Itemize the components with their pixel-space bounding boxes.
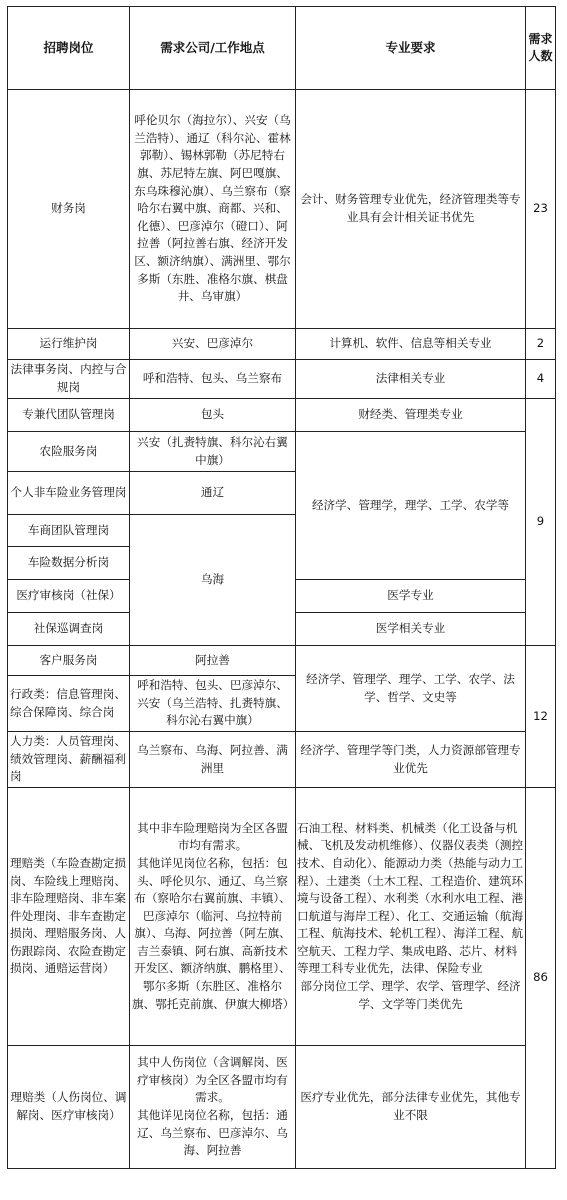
position-cell: 运行维护岗 xyxy=(8,329,130,360)
position-cell: 个人非车险业务管理岗 xyxy=(8,472,130,515)
position-cell: 理赔类（车险查勘定损岗、车险线上理赔岗、非车险理赔岗、非车案件处理岗、非车查勘定损岗、理赔服务岗、人伤跟踪岗、农险查勘定损岗、通赔运营岗） xyxy=(8,788,130,1046)
position-cell: 车险数据分析岗 xyxy=(8,547,130,580)
major-cell xyxy=(296,788,526,1046)
company-note: 其中人伤岗位（含调解岗、医疗审核岗）为全区各盟市均有需求。 xyxy=(137,1055,288,1105)
count-cell: 12 xyxy=(526,646,556,788)
table-row xyxy=(8,399,556,432)
position-cell: 理赔类（人伤岗位、调解岗、医疗审核岗） xyxy=(8,1046,130,1169)
company-cell: 呼和浩特、包头、巴彦淖尔、兴安（乌兰浩特、扎赉特旗、科尔沁右翼中旗） xyxy=(130,676,296,732)
company-cell: 兴安、巴彦淖尔 xyxy=(130,329,296,360)
company-detail: 其他详见岗位名称，包括：包头、呼伦贝尔、通辽、乌兰察布（察哈尔右翼前旗、丰镇）、巴彦淖尔（临河、乌拉特前旗）、乌海、阿拉善（阿左旗、吉兰泰镇、阿右旗、高新技术开发区、额济纳旗、鹏格里）、鄂尔多斯（东胜区、准格尔旗、鄂托克前旗、伊旗大柳塔） xyxy=(132,855,295,1011)
major-cell: 医学相关专业 xyxy=(296,613,526,646)
position-cell: 社保巡调查岗 xyxy=(8,613,130,646)
table-row xyxy=(8,732,556,788)
major-cell: 经济学、管理学等门类，人力资源部管理专业优先 xyxy=(296,732,526,788)
table-row xyxy=(8,788,556,1046)
major-cell: 经济学、管理学、理学、工学、农学、法学、哲学、文史等 xyxy=(296,646,526,732)
header-position: 招聘岗位 xyxy=(8,7,130,90)
major-cell: 会计、财务管理专业优先，经济管理类等专业具有会计相关证书优先 xyxy=(296,90,526,329)
table-row xyxy=(8,360,556,399)
position-cell: 行政类：信息管理岗、综合保障岗、综合岗 xyxy=(8,676,130,732)
table-row xyxy=(8,646,556,676)
company-cell: 包头 xyxy=(130,399,296,432)
major-note: 部分岗位工学、理学、农学、管理学、经济学、文学等门类优先 xyxy=(300,979,521,1011)
position-cell: 客户服务岗 xyxy=(8,646,130,676)
company-cell xyxy=(130,1046,296,1169)
company-cell: 呼和浩特、包头、乌兰察布 xyxy=(130,360,296,399)
table-row xyxy=(8,432,556,472)
major-cell: 计算机、软件、信息等相关专业 xyxy=(296,329,526,360)
position-cell: 医疗审核岗（社保） xyxy=(8,580,130,613)
position-cell: 专兼代团队管理岗 xyxy=(8,399,130,432)
table-row xyxy=(8,1046,556,1169)
major-detail: 石油工程、材料类、机械类（化工设备与机械、飞机及发动机维修）、仪器仪表类（测控技术、自动化）、能源动力类（热能与动力工程）、土建类（土木工程、工程造价、建筑环境与设备工程）、水利类（水利水电工程、港口航道与海岸工程）、化工、交通运输（航海工程、航海技术、轮机工程）、海洋工程、航空航天、工程力学、集成电路、芯片、材料等理工科专业优先，法律、保险专业 xyxy=(297,820,524,976)
position-cell: 车商团队管理岗 xyxy=(8,515,130,547)
count-cell: 9 xyxy=(526,399,556,646)
position-cell: 人力类：人员管理岗、绩效管理岗、薪酬福利岗 xyxy=(8,732,130,788)
table-row xyxy=(8,329,556,360)
count-cell: 4 xyxy=(526,360,556,399)
count-cell: 2 xyxy=(526,329,556,360)
major-cell: 医疗专业优先，部分法律专业优先，其他专业不限 xyxy=(296,1046,526,1169)
company-cell: 阿拉善 xyxy=(130,646,296,676)
company-cell: 乌海 xyxy=(130,515,296,646)
header-row xyxy=(8,7,556,90)
company-cell: 呼伦贝尔（海拉尔）、兴安（乌兰浩特）、通辽（科尔沁、霍林郭勒）、锡林郭勒（苏尼特右旗、苏尼特左旗、阿巴嘎旗、东乌珠穆沁旗）、乌兰察布（察哈尔右翼中旗、商都、兴和、化德）、巴彦淖尔（磴口）、阿拉善（阿拉善右旗、经济开发区、额济纳旗）、满洲里、鄂尔多斯（东胜、准格尔旗、棋盘井、乌审旗） xyxy=(130,90,296,329)
count-cell: 86 xyxy=(526,788,556,1169)
header-count: 需求人数 xyxy=(526,7,556,90)
position-cell: 农险服务岗 xyxy=(8,432,130,472)
major-cell: 法律相关专业 xyxy=(296,360,526,399)
company-detail: 其他详见岗位名称，包括：通辽、乌兰察布、巴彦淖尔、乌海、阿拉善 xyxy=(137,1108,288,1158)
major-cell: 财经类、管理类专业 xyxy=(296,399,526,432)
header-major: 专业要求 xyxy=(296,7,526,90)
count-cell: 23 xyxy=(526,90,556,329)
company-cell: 兴安（扎赉特旗、科尔沁右翼中旗） xyxy=(130,432,296,472)
company-cell xyxy=(130,788,296,1046)
major-cell: 经济学、管理学，理学、工学、农学等 xyxy=(296,432,526,580)
position-cell: 财务岗 xyxy=(8,90,130,329)
major-cell: 医学专业 xyxy=(296,580,526,613)
recruitment-table xyxy=(7,6,556,1169)
table-row xyxy=(8,90,556,329)
company-cell: 乌兰察布、乌海、阿拉善、满洲里 xyxy=(130,732,296,788)
header-company: 需求公司/工作地点 xyxy=(130,7,296,90)
position-cell: 法律事务岗、内控与合规岗 xyxy=(8,360,130,399)
company-note: 其中非车险理赔岗为全区各盟市均有需求。 xyxy=(137,820,288,853)
company-cell: 通辽 xyxy=(130,472,296,515)
